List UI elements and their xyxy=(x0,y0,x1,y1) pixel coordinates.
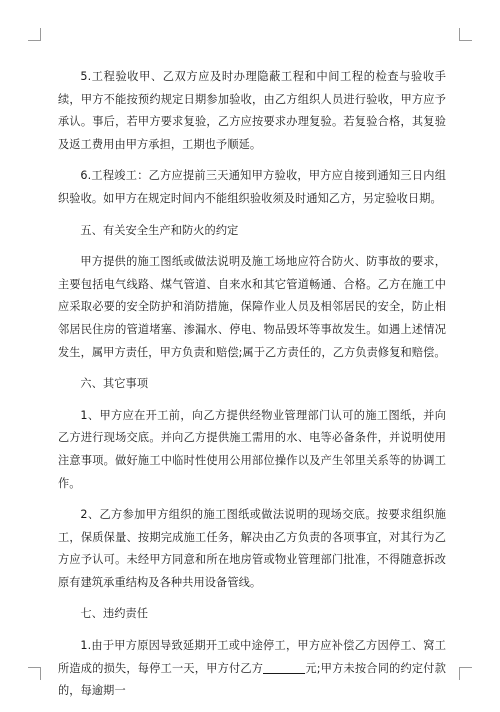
clause-liability-text-after: 元;甲方未按合同的约定付款的，每逾期一 xyxy=(58,661,446,698)
crop-mark-bottom-left xyxy=(28,667,41,680)
section-heading-liability: 七、违约责任 xyxy=(80,607,149,621)
clause-liability-text-before: 1.由于甲方原因导致延期开工或中途停工，甲方应补偿乙方因停工、窝工所造成的损失，每停工一天，甲方付乙方 xyxy=(58,639,446,675)
clause-other-party-a: 1、甲方应在开工前，向乙方提供经物业管理部门认可的施工图纸，并向乙方进行现场交底。并向乙方提供施工需用的水、电等必备条件，并说明使用注意事项。做好施工中临时性使用公用部位操作以及产生邻里关系等的协调工作。 xyxy=(58,408,446,490)
section-heading-safety: 五、有关安全生产和防火的约定 xyxy=(80,223,239,237)
crop-mark-top-right xyxy=(459,28,472,41)
section-heading-other: 六、其它事项 xyxy=(80,377,149,391)
clause-safety: 甲方提供的施工图纸或做法说明及施工场地应符合防火、防事故的要求，主要包括电气线路、煤气管道、自来水和其它管道畅通、合格。乙方在施工中应采取必要的安全防护和消防措施，保障作业人员及相邻居民的安全，防止相邻居民住房的管道堵塞、渗漏水、停电、物品毁坏等事故发生。如遇上述情况发生，属甲方责任，甲方负责和赔偿;属于乙方责任的，乙方负责修复和赔偿。 xyxy=(58,255,446,359)
crop-mark-top-left xyxy=(28,28,41,41)
fill-in-blank xyxy=(263,661,305,674)
clause-acceptance: 5.工程验收甲、乙双方应及时办理隐蔽工程和中间工程的检查与验收手续，甲方不能按预约规定日期参加验收，由乙方组织人员进行验收，甲方应予承认。事后，若甲方要求复验，乙方应按要求办理复验。若复验合格，其复验及返工费用由甲方承担，工期也予顺延。 xyxy=(58,70,446,151)
document-body xyxy=(58,66,446,712)
clause-liability xyxy=(58,635,446,703)
clause-completion: 6.工程竣工：乙方应提前三天通知甲方验收，甲方应自接到通知三日内组织验收。如甲方在规定时间内不能组织验收须及时通知乙方，另定验收日期。 xyxy=(58,169,446,205)
clause-other-party-b: 2、乙方参加甲方组织的施工图纸或做法说明的现场交底。按要求组织施工，保质保量、按期完成施工任务，解决由乙方负责的各项事宜，对其行为乙方应予认可。未经甲方同意和所在地房管或物业管理部门批准，不得随意拆改原有建筑承重结构及各种共用设备管线。 xyxy=(58,508,446,589)
crop-mark-bottom-right xyxy=(459,667,472,680)
